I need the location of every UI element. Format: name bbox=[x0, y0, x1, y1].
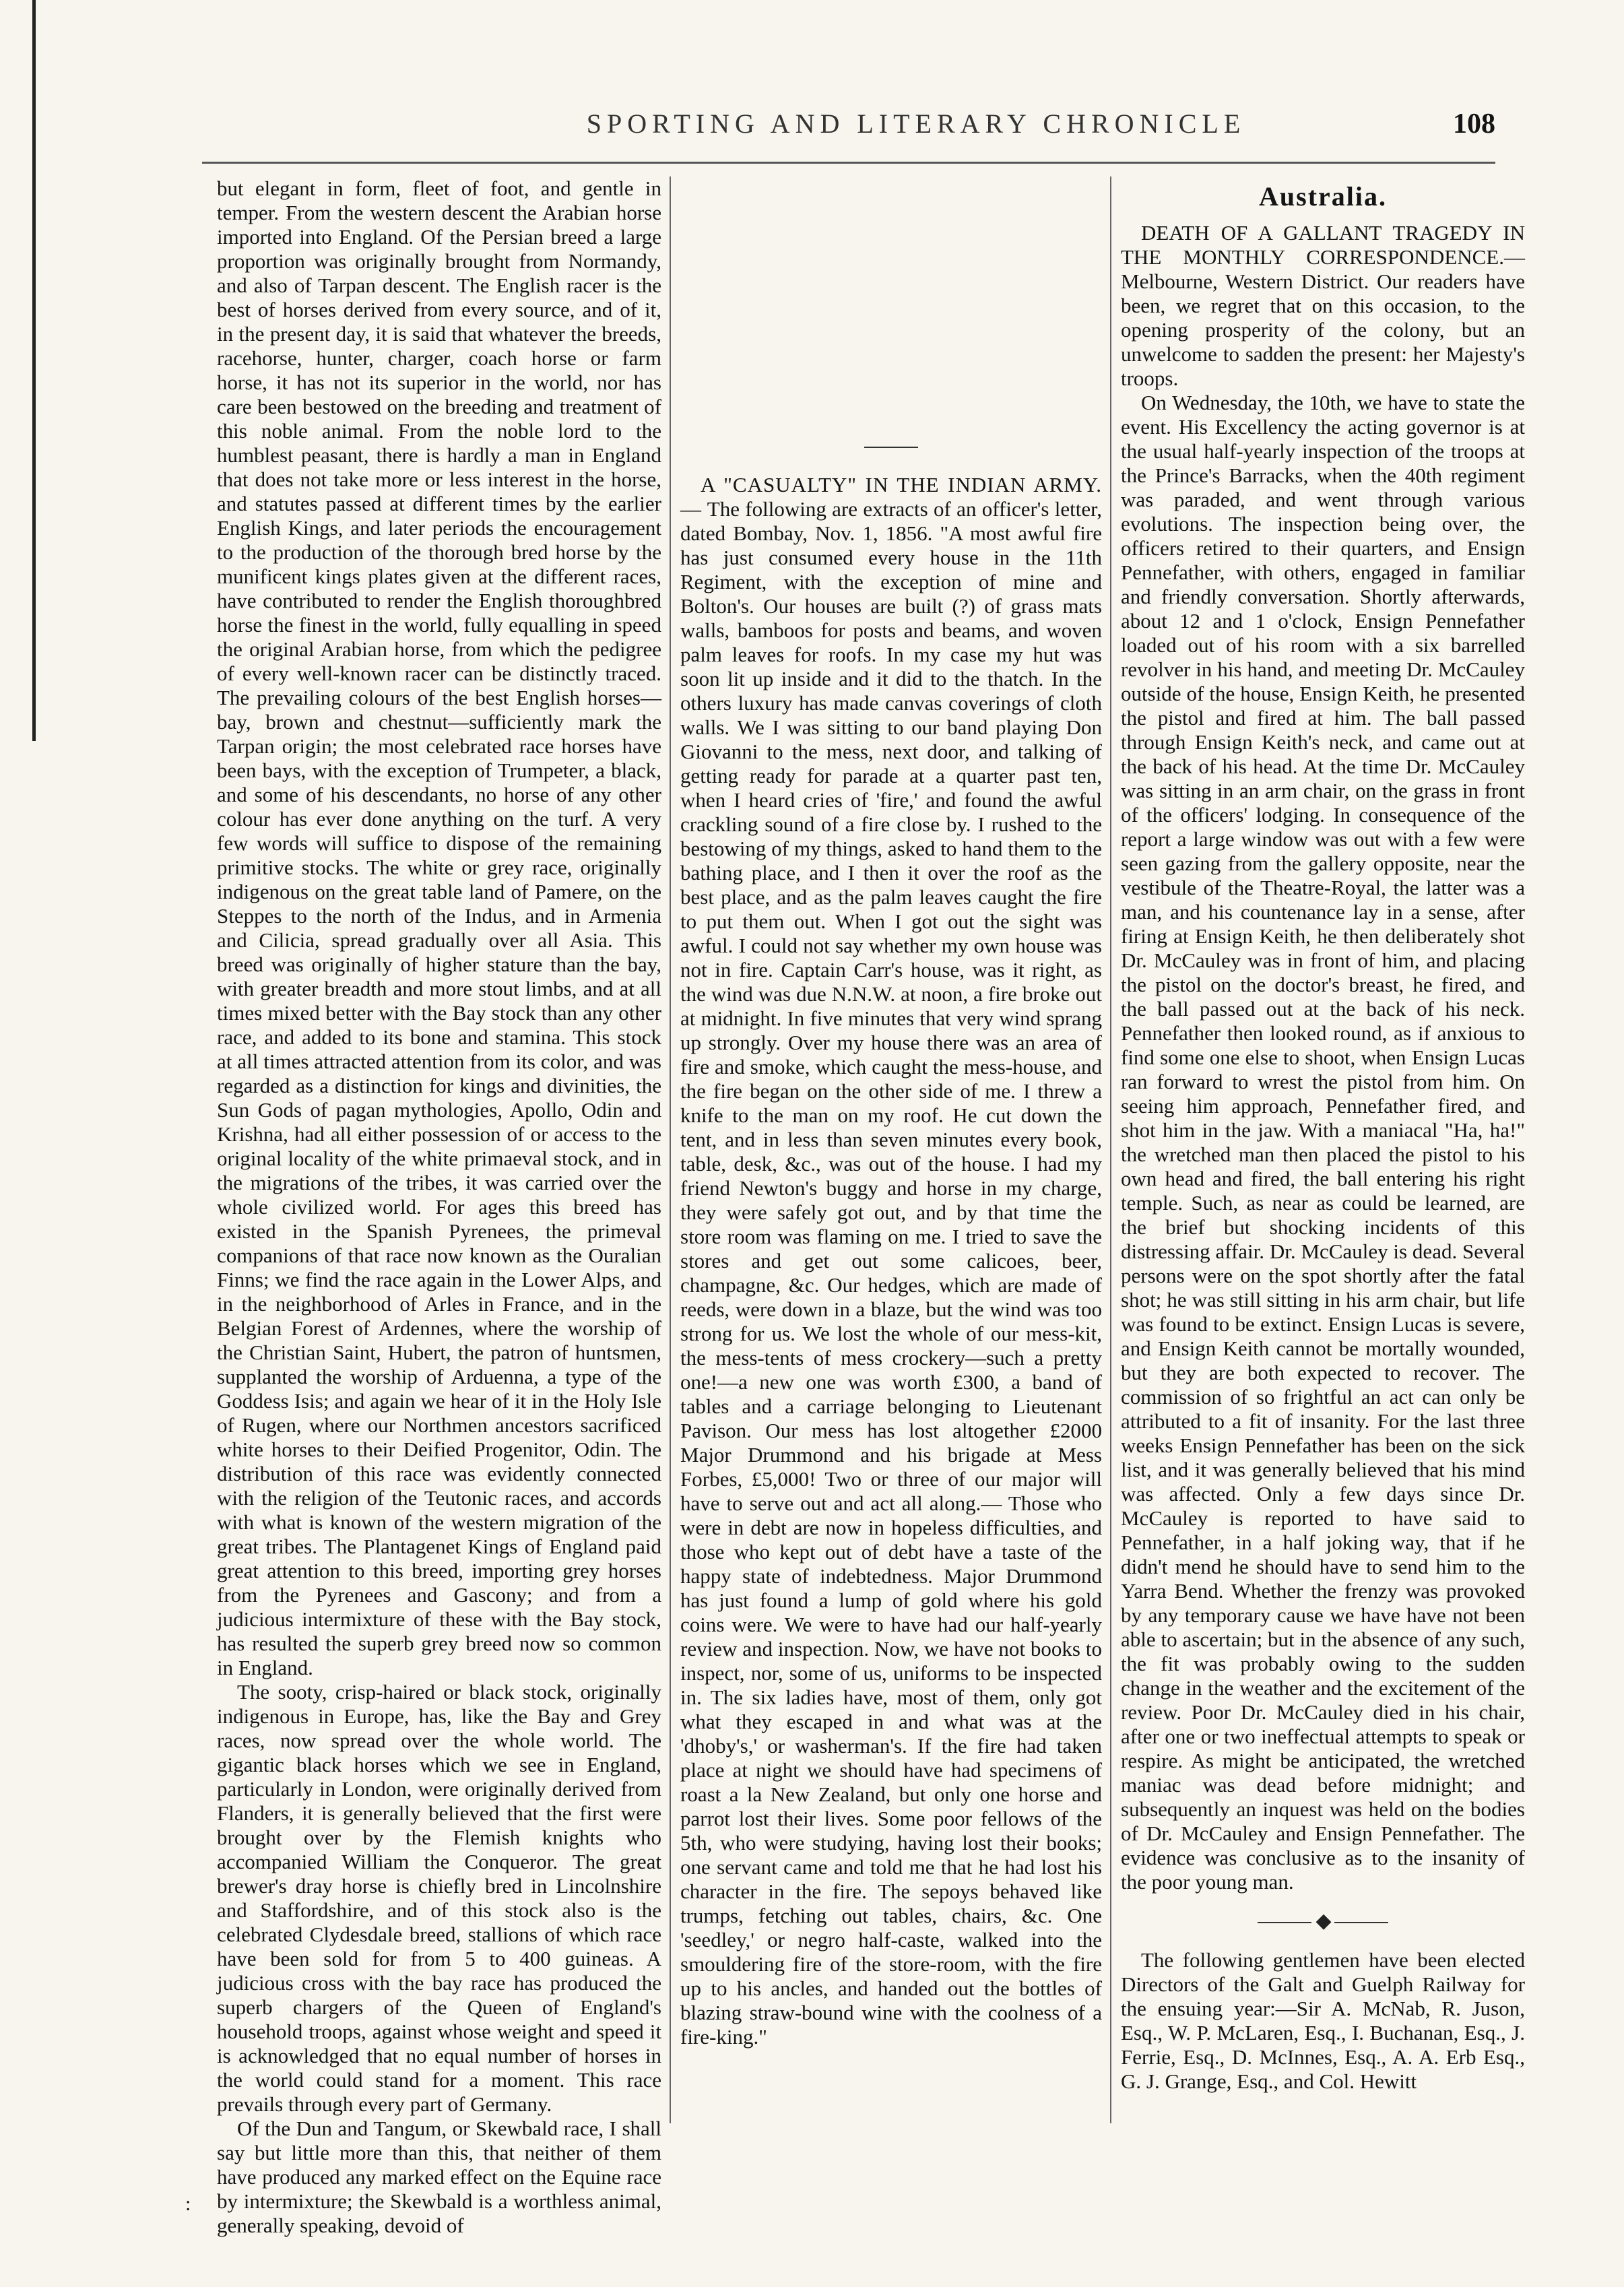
article-paragraph: DEATH OF A GALLANT TRAGEDY IN THE MONTHLY CORRESPONDENCE.—Melbourne, Western District. Our readers have been, we regret that on this occasion, to the opening prosperity of the colony, but an unwelcome to sadden the present: her Majesty's troops. bbox=[1121, 221, 1525, 390]
article-paragraph: but elegant in form, fleet of foot, and gentle in temper. From the western descent the Arabian horse imported into England. Of the Persian breed a large proportion was originally brought from Normandy, and also of Tarpan descent. The English racer is the best of horses derived from every source, and of it, in the present day, it is said that whatever the breeds, racehorse, hunter, charger, coach horse or farm horse, it has not its superior in the world, nor has care been bestowed on the breeding and treatment of this noble animal. From the noble lord to the humblest peasant, there is hardly a man in England that does not take more or less interest in the horse, and statutes passed at different times by the earlier English Kings, and later periods the encouragement to the production of the thorough bred horse by the munificent kings plates given at the different races, have contributed to render the English thoroughbred horse the finest in the world, fully equalling in speed the original Arabian horse, from which the pedigree of every well-known racer can be distinctly traced. The prevailing colours of the best English horses—bay, brown and chestnut—sufficiently mark the Tarpan origin; the most celebrated race horses have been bays, with the exception of Trumpeter, a black, and some of his descendants, no horse of any other colour has ever done anything on the turf. A very few words will suffice to dispose of the remaining primitive stocks. The white or grey race, originally indigenous on the great table land of Pamere, on the Steppes to the north of the Indus, and in Armenia and Cilicia, spread gradually over all Asia. This breed was originally of higher stature than the bay, with greater breadth and more stout limbs, and at all times mixed better with the Bay stock than any other race, and added to its bone and stamina. This stock at all times attracted attention from its color, and was regarded as a distinction for kings and divinities, the Sun Gods of pagan mythologies, Apollo, Odin and Krishna, had all either possession of or access to the original locality of the white primaeval stock, and in the migrations of the tribes, it was carried over the whole civilized world. For ages this breed has existed in the Spanish Pyrenees, the primeval companions of that race now known as the Ouralian Finns; we find the race again in the Lower Alps, and in the neighborhood of Arles in France, and in the Belgian Forest of Ardennes, where the worship of the Christian Saint, Hubert, the patron of huntsmen, supplanted the worship of Arduenna, a type of the Goddess Isis; and again we hear of it in the Holy Isle of Rugen, where our Northmen ancestors sacrificed white horses to their Deified Progenitor, Odin. The distribution of this race was evidently connected with the religion of the Teutonic races, and accords with what is known of the western migration of the great tribes. The Plantagenet Kings of England paid great attention to this breed, importing grey horses from the Pyrenees and Gascony; and from a judicious intermixture of these with the Bay stock, has resulted the superb grey breed now so common in England. bbox=[217, 176, 661, 1679]
page-header bbox=[202, 108, 1495, 155]
header-rule bbox=[202, 162, 1495, 164]
column-divider-1 bbox=[670, 176, 671, 2123]
column-2 bbox=[680, 176, 1102, 2197]
faded-text-block bbox=[680, 176, 1102, 419]
binding-edge-line bbox=[32, 0, 36, 741]
section-divider: ◆ bbox=[1121, 1909, 1525, 1933]
article-paragraph: The sooty, crisp-haired or black stock, originally indigenous in Europe, has, like the Bay and Grey races, now spread over the whole world. The gigantic black horses which we see in England, particularly in London, were originally derived from Flanders, it is generally believed that the first were brought over by the Flemish knights who accompanied William the Conqueror. The great brewer's dray horse is chiefly bred in Lincolnshire and Staffordshire, and of this stock also is the celebrated Clydesdale breed, stallions of which race have been sold for from 5 to 400 guineas. A judicious cross with the bay race has produced the superb chargers of the Queen of England's household troops, against whose weight and speed it is acknowledged that no equal number of horses in the world could stand for a moment. This race prevails through every part of Germany. bbox=[217, 1680, 661, 2116]
section-title: Australia. bbox=[1259, 181, 1387, 212]
column-1 bbox=[217, 176, 661, 2237]
column-3 bbox=[1121, 176, 1525, 2197]
column-divider-2 bbox=[1110, 176, 1111, 2123]
page-number: 108 bbox=[1453, 108, 1495, 139]
article-paragraph: On Wednesday, the 10th, we have to state the event. His Excellency the acting governor is at the usual half-yearly inspection of the troops at the Prince's Barracks, when the 40th regiment was paraded, and went through various evolutions. The inspection being over, the officers retired to their quarters, and Ensign Pennefather, with others, engaged in familiar and friendly conversation. Shortly afterwards, about 12 and 1 o'clock, Ensign Pennefather loaded out of his room with a six barrelled revolver in his hand, and meeting Dr. McCauley outside of the house, Ensign Keith, he presented the pistol and fired at him. The ball passed through Ensign Keith's neck, and came out at the back of his head. At the time Dr. McCauley was sitting in an arm chair, on the grass in front of the officers' lodging. In consequence of the report a large window was out with a few were seen gazing from the gallery opposite, near the vestibule of the Theatre-Royal, the latter was a man, and his countenance lay in a sense, after firing at Ensign Keith, he then deliberately shot Dr. McCauley was in front of him, and placing the pistol on the doctor's breast, he fired, and the ball passed out at the back of his neck. Pennefather then looked round, as if anxious to find some one else to shoot, when Ensign Lucas ran forward to wrest the pistol from him. On seeing him approach, Pennefather fired, and shot him in the jaw. With a maniacal "Ha, ha!" the wretched man then placed the pistol to his own head and fired, the ball entering his right temple. Such, as near as could be learned, are the brief but shocking incidents of this distressing affair. Dr. McCauley is dead. Several persons were on the spot shortly after the fatal shot; he was still sitting in his arm chair, but life was found to be extinct. Ensign Lucas is severe, and Ensign Keith cannot be mortally wounded, but they are both expected to recover. The commission of so frightful an act can only be attributed to a fit of insanity. For the last three weeks Ensign Pennefather has been on the sick list, and it was generally believed that his mind was affected. Only a few days since Dr. McCauley is reported to have said to Pennefather, in a half joking way, that if he didn't mend he should have to send him to the Yarra Bend. Whether the frenzy was provoked by any temporary cause we have have not been able to ascertain; but in the absence of any such, the fit was probably owing to the sudden change in the weather and the excitement of the review. Poor Dr. McCauley died in his chair, after one or two ineffectual attempts to speak or respire. As might be anticipated, the wretched maniac was dead before midnight; and subsequently an inquest was held on the bodies of Dr. McCauley and Ensign Pennefather. The evidence was conclusive as to the insanity of the poor young man. bbox=[1121, 391, 1525, 1894]
article-body: The following are extracts of an officer's letter, dated Bombay, Nov. 1, 1856. "A most awful fire has just consumed every house in the 11th Regiment, with the exception of mine and Bolton's. Our houses are built (?) of grass mats walls, bamboos for posts and beams, and woven palm leaves for roofs. In my case my hut was soon lit up inside and it did to the thatch. In the others luxury has made canvas coverings of cloth walls. We I was sitting to our band playing Don Giovanni to the mess, next door, and talking of getting ready for parade at a quarter past ten, when I heard cries of 'fire,' and found the awful crackling sound of a fire close by. I rushed to the bestowing of my things, asked to hand them to the bathing place, and I then it over the roof as the best place, and as the palm leaves caught the fire to put them out. When I got out the sight was awful. I could not say whether my own house was not in fire. Captain Carr's house, was it right, as the wind was due N.N.W. at noon, a fire broke out at midnight. In five minutes that very wind sprang up strongly. Over my house there was an area of fire and smoke, which caught the mess-house, and the fire began on the other side of me. I threw a knife to the man on my roof. He cut down the tent, and in less than seven minutes every book, table, desk, &c., was out of the house. I had my friend Newton's buggy and horse in my charge, they were safely got out, and by that time the store room was flaming on me. I tried to save the stores and get out some calicoes, beer, champagne, &c. Our hedges, which are made of reeds, were down in a blaze, but the wind was too strong for us. We lost the whole of our mess-kit, the mess-tents of mess crockery—such a pretty one!—a new one was worth £300, a band of tables and a carriage belonging to Lieutenant Pavison. Our mess has lost altogether £2000 Major Drummond and his brigade at Mess Forbes, £5,000! Two or three of our major will have to serve out and act all along.— Those who were in debt are now in hopeless difficulties, and those who kept out of debt have a taste of the happy state of indebtedness. Major Drummond has just found a lump of gold where his gold coins were. We were to have had our half-yearly review and inspection. Now, we have not books to inspect, nor, some of us, uniforms to be inspected in. The six ladies have, most of them, only got what they escaped in and what was at the 'dhoby's,' or washerman's. If the fire had taken place at night we should have had specimens of roast a la New Zealand, but only one horse and parrot lost their lives. Some poor fellows of the 5th, who were studying, having lost their books; one servant came and told me that he had lost his character in the fire. The sepoys behaved like trumps, fetching out tables, chairs, &c. One 'seedley,' or negro half-caste, walked into the smouldering fire of the store-room, with the fire up to his ancles, and handed out the bottles of blazing straw-bound wine with the coolness of a fire-king." bbox=[680, 497, 1102, 2049]
margin-mark: : bbox=[185, 2193, 191, 2215]
article-paragraph bbox=[680, 473, 1102, 2049]
article-paragraph: Of the Dun and Tangum, or Skewbald race, I shall say but little more than this, that neither of them have produced any marked effect on the Equine race by intermixture; the Skewbald is a worthless animal, generally speaking, devoid of bbox=[217, 2117, 661, 2237]
running-title: SPORTING AND LITERARY CHRONICLE bbox=[586, 108, 1246, 139]
article-heading: A "CASUALTY" IN THE INDIAN ARMY.— bbox=[680, 473, 1102, 521]
notice-paragraph: The following gentlemen have been elected Directors of the Galt and Guelph Railway for the ensuing year:—Sir A. McNab, R. Juson, Esq., W. P. McLaren, Esq., I. Buchanan, Esq., J. Ferrie, Esq., D. McInnes, Esq., A. A. Erb Esq., G. J. Grange, Esq., and Col. Hewitt bbox=[1121, 1948, 1525, 2093]
section-divider bbox=[680, 434, 1102, 458]
